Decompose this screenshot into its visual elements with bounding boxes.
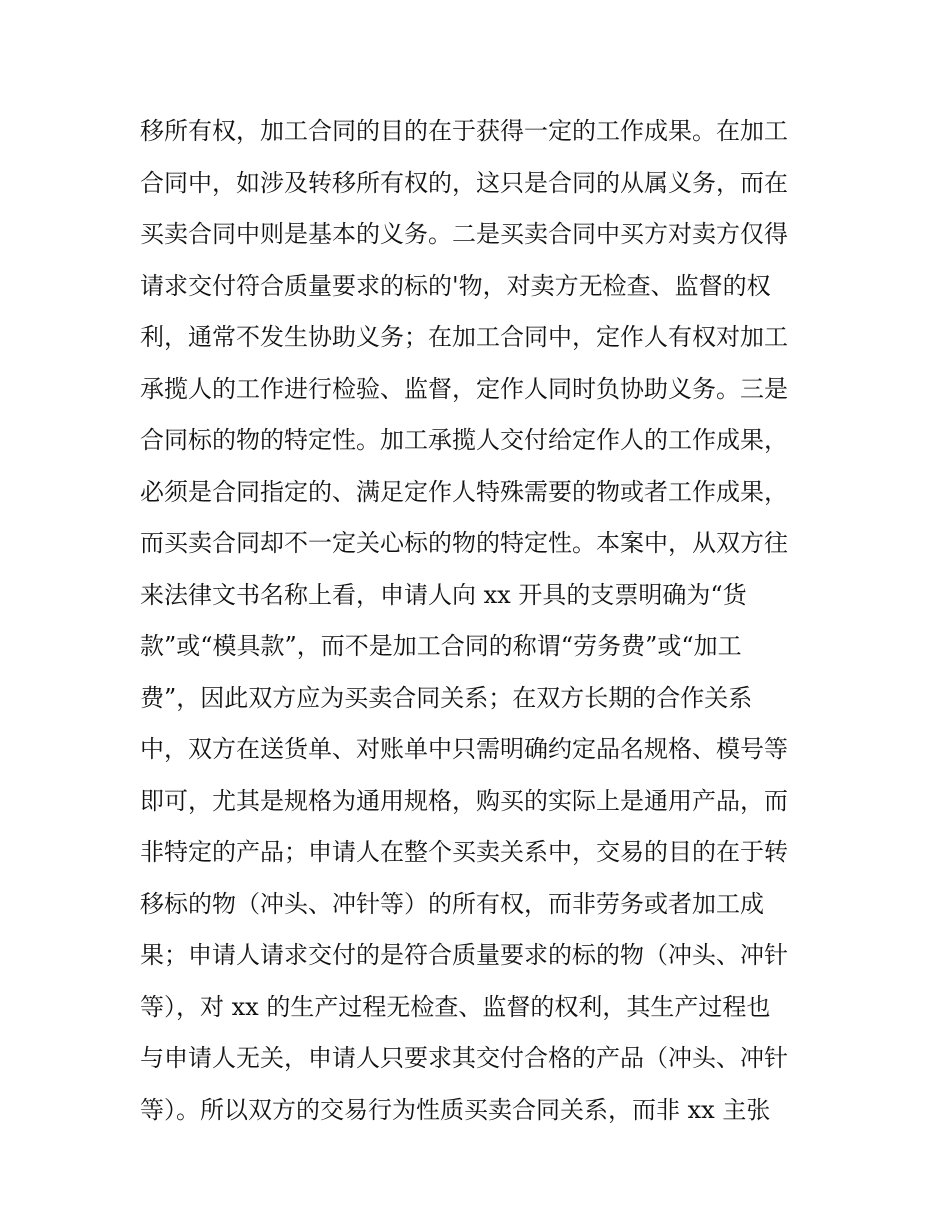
text-line: 款”或“模具款”，而不是加工合同的称谓“劳务费”或“加工 [140, 632, 742, 660]
body-text [140, 106, 820, 1136]
text-line: 来法律文书名称上看，申请人向 xx 开具的支票明确为“货 [140, 580, 747, 609]
text-line: 利，通常不发生协助义务；在加工合同中，定作人有权对加工 [140, 323, 788, 351]
text-line: 中，双方在送货单、对账单中只需明确约定品名规格、模号等 [140, 735, 788, 763]
text-line: 承揽人的工作进行检验、监督，定作人同时负协助义务。三是 [140, 374, 788, 403]
text-line: 合同标的物的特定性。加工承揽人交付给定作人的工作成果， [140, 426, 788, 454]
text-line: 等）。所以双方的交易行为性质买卖合同关系，而非 xx 主张 [140, 1095, 771, 1124]
text-line: 而买卖合同却不一定关心标的物的特定性。本案中，从双方往 [140, 529, 788, 557]
text-line: 等），对 xx 的生产过程无检查、监督的权利，其生产过程也 [140, 992, 771, 1021]
text-line: 费”，因此双方应为买卖合同关系；在双方长期的合作关系 [140, 683, 753, 712]
text-line: 移标的物（冲头、冲针等）的所有权，而非劳务或者加工成 [140, 889, 764, 918]
text-line: 必须是合同指定的、满足定作人特殊需要的物或者工作成果， [140, 477, 788, 506]
text-line: 移所有权，加工合同的目的在于获得一定的工作成果。在加工 [140, 117, 788, 145]
text-line: 非特定的产品；申请人在整个买卖关系中，交易的目的在于转 [140, 838, 788, 866]
text-line: 即可，尤其是规格为通用规格，购买的实际上是通用产品，而 [140, 786, 788, 815]
text-line: 与申请人无关，申请人只要求其交付合格的产品（冲头、冲针 [140, 1044, 788, 1072]
text-line: 果；申请人请求交付的是符合质量要求的标的物（冲头、冲针 [140, 941, 788, 969]
text-line: 买卖合同中则是基本的义务。二是买卖合同中买方对卖方仅得 [140, 220, 788, 248]
text-line: 请求交付符合质量要求的标的'物，对卖方无检查、监督的权 [140, 271, 771, 300]
text-line: 合同中，如涉及转移所有权的，这只是合同的从属义务，而在 [140, 168, 788, 197]
